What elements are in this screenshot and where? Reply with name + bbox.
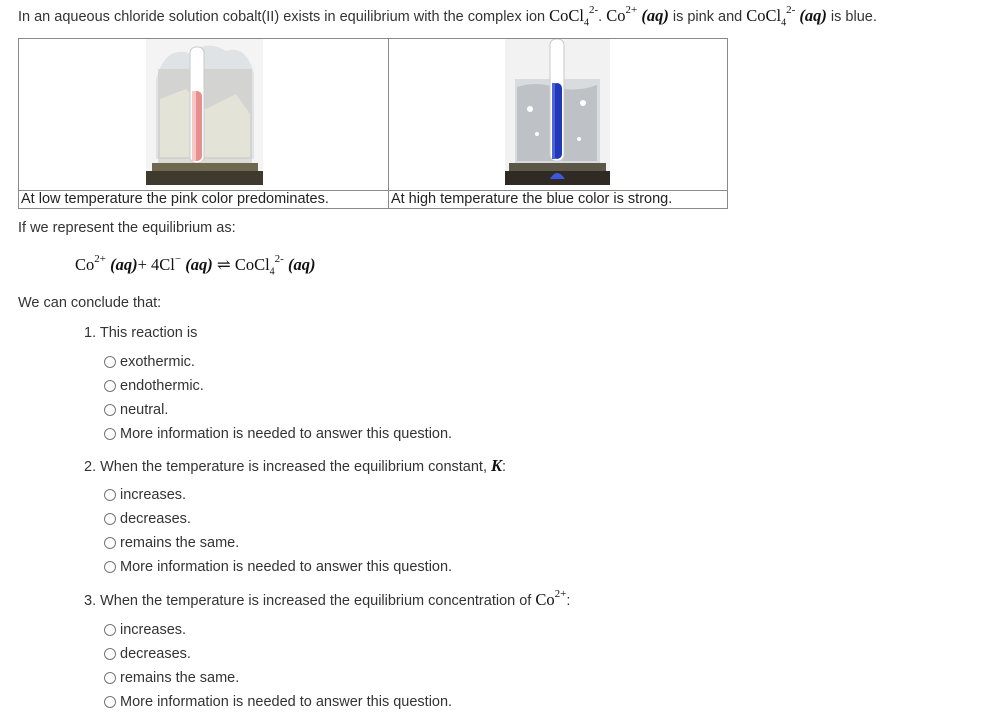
intro-pink-text: is pink and	[668, 9, 747, 25]
question-2-options	[104, 483, 452, 579]
radio-button[interactable]	[104, 648, 116, 660]
formula-complex: CoCl$_4^{2-}$	[549, 3, 599, 29]
beaker-ice-pink-image	[146, 39, 263, 185]
radio-button[interactable]	[104, 672, 116, 684]
temperature-figure	[18, 38, 728, 209]
radio-button[interactable]	[104, 696, 116, 708]
radio-button[interactable]	[104, 489, 116, 501]
q2-option-more-info[interactable]: More information is needed to answer this question.	[104, 555, 452, 579]
conclusion-lead: We can conclude that:	[18, 295, 162, 311]
high-temperature-caption: At high temperature the blue color is strong.	[389, 190, 727, 207]
equilibrium-equation: $Co^{2+}$ (aq)+ 4Cl− (aq) ⇌ CoCl$_4^{2-}$ (aq)	[75, 252, 316, 278]
question-2-prompt: 2. When the temperature is increased the equilibrium constant, K:	[84, 456, 507, 475]
q1-option-more-info[interactable]: More information is needed to answer this question.	[104, 422, 452, 446]
beaker-hot-blue-image	[505, 39, 610, 185]
radio-button[interactable]	[104, 513, 116, 525]
panel-high-temperature	[389, 39, 727, 208]
q1-option-neutral[interactable]: neutral.	[104, 398, 452, 422]
symbol-k: K	[491, 456, 503, 475]
q3-option-increases[interactable]: increases.	[104, 618, 452, 642]
question-3-options	[104, 618, 452, 714]
intro-prefix: In an aqueous chloride solution cobalt(II) exists in equilibrium with the complex ion	[18, 9, 550, 25]
equilibrium-arrow: ⇌	[216, 255, 231, 274]
question-3-prompt: 3. When the temperature is increased the equilibrium concentration of $Co^{2+}$:	[84, 587, 571, 609]
radio-button[interactable]	[104, 537, 116, 549]
radio-button[interactable]	[104, 356, 116, 368]
q1-option-endothermic[interactable]: endothermic.	[104, 374, 452, 398]
q3-option-remains-same[interactable]: remains the same.	[104, 666, 452, 690]
q3-option-decreases[interactable]: decreases.	[104, 642, 452, 666]
question-1-prompt: 1. This reaction is	[84, 325, 198, 341]
lead-text: If we represent the equilibrium as:	[18, 220, 236, 236]
intro-text	[18, 3, 877, 29]
intro-blue-text: is blue.	[826, 9, 877, 25]
symbol-cobalt-ion: $Co^{2+}$	[535, 587, 567, 609]
low-temperature-caption: At low temperature the pink color predominates.	[19, 190, 388, 207]
radio-button[interactable]	[104, 428, 116, 440]
radio-button[interactable]	[104, 624, 116, 636]
radio-button[interactable]	[104, 380, 116, 392]
q2-option-decreases[interactable]: decreases.	[104, 507, 452, 531]
q2-option-remains-same[interactable]: remains the same.	[104, 531, 452, 555]
intro-separator: .	[598, 9, 607, 25]
q2-option-increases[interactable]: increases.	[104, 483, 452, 507]
q1-option-exothermic[interactable]: exothermic.	[104, 350, 452, 374]
radio-button[interactable]	[104, 561, 116, 573]
formula-complex-2: CoCl$_4^{2-}$ (aq)	[746, 3, 827, 29]
panel-low-temperature	[19, 39, 389, 208]
radio-button[interactable]	[104, 404, 116, 416]
question-1-options	[104, 350, 452, 446]
formula-cobalt: $Co^{2+}$ (aq)	[606, 3, 669, 25]
q3-option-more-info[interactable]: More information is needed to answer this question.	[104, 690, 452, 714]
